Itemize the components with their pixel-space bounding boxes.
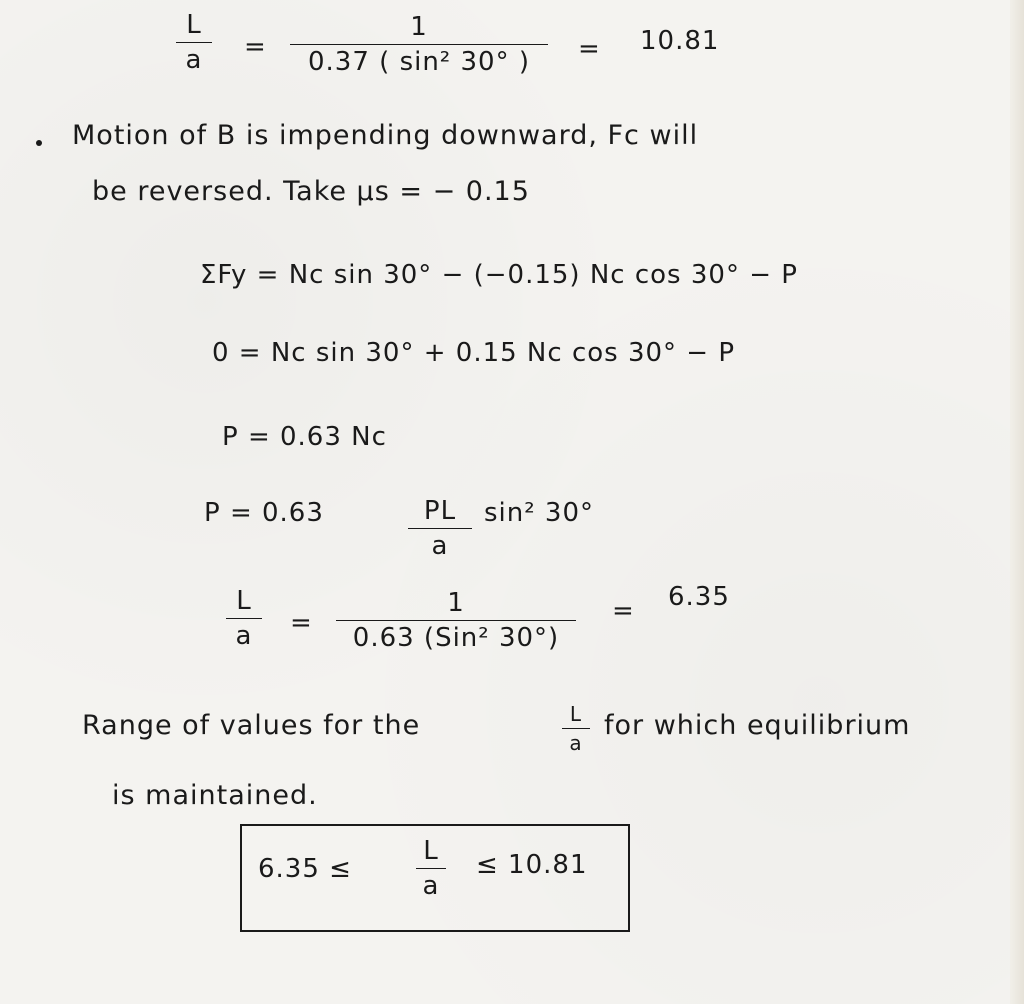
frac-bar [290,44,548,45]
text-equilibrium: for which equilibrium [604,710,911,741]
frac-bar [226,618,262,619]
frac-den: a [185,45,203,75]
fraction-l-over-a-1 [176,12,212,73]
equation-p-nc: P = 0.63 Nc [222,422,387,452]
fraction-l-over-a-2 [226,588,262,649]
frac-num: L [236,586,252,616]
equation-p-lhs: P = 0.63 [204,498,324,528]
text-reversed-line: be reversed. Take μs = − 0.15 [92,176,530,207]
frac-bar [176,42,212,43]
frac-den: a [422,871,440,901]
text-maintained: is maintained. [112,780,318,811]
frac-den: a [431,531,449,561]
page-edge [1010,0,1024,1004]
frac-num: 1 [410,12,428,42]
frac-den: 0.37 ( sin² 30° ) [308,47,530,77]
equals-sign: = [244,32,267,62]
frac-bar [408,528,472,529]
equation-p-rhs: sin² 30° [484,498,595,528]
text-range-line: Range of values for the [82,710,421,741]
frac-bar [562,728,590,729]
bullet-point [36,140,42,146]
fraction-one-over-037 [290,14,548,75]
frac-num: 1 [447,588,465,618]
frac-den: a [235,621,253,651]
frac-bar [416,868,446,869]
frac-den: a [569,731,583,755]
frac-num: L [569,702,583,726]
frac-num: PL [423,496,457,526]
fraction-l-over-a-box [416,838,446,899]
equals-sign: = [578,34,601,64]
equals-sign: = [612,596,635,626]
text-motion-line: Motion of B is impending downward, Fc will [72,120,699,151]
box-rhs: ≤ 10.81 [476,850,588,880]
frac-bar [336,620,576,621]
result-6-35: 6.35 [668,582,730,612]
result-10-81: 10.81 [640,26,720,56]
fraction-one-over-063 [336,590,576,651]
box-lhs: 6.35 ≤ [258,854,352,884]
fraction-pl-over-a [408,498,472,559]
equation-zero: 0 = Nc sin 30° + 0.15 Nc cos 30° − P [212,338,736,368]
equation-sum-fy: ΣFy = Nc sin 30° − (−0.15) Nc cos 30° − P [200,260,798,290]
frac-num: L [423,836,439,866]
frac-den: 0.63 (Sin² 30°) [352,623,560,653]
frac-num: L [186,10,202,40]
equals-sign: = [290,608,313,638]
fraction-l-over-a-3 [562,704,590,753]
